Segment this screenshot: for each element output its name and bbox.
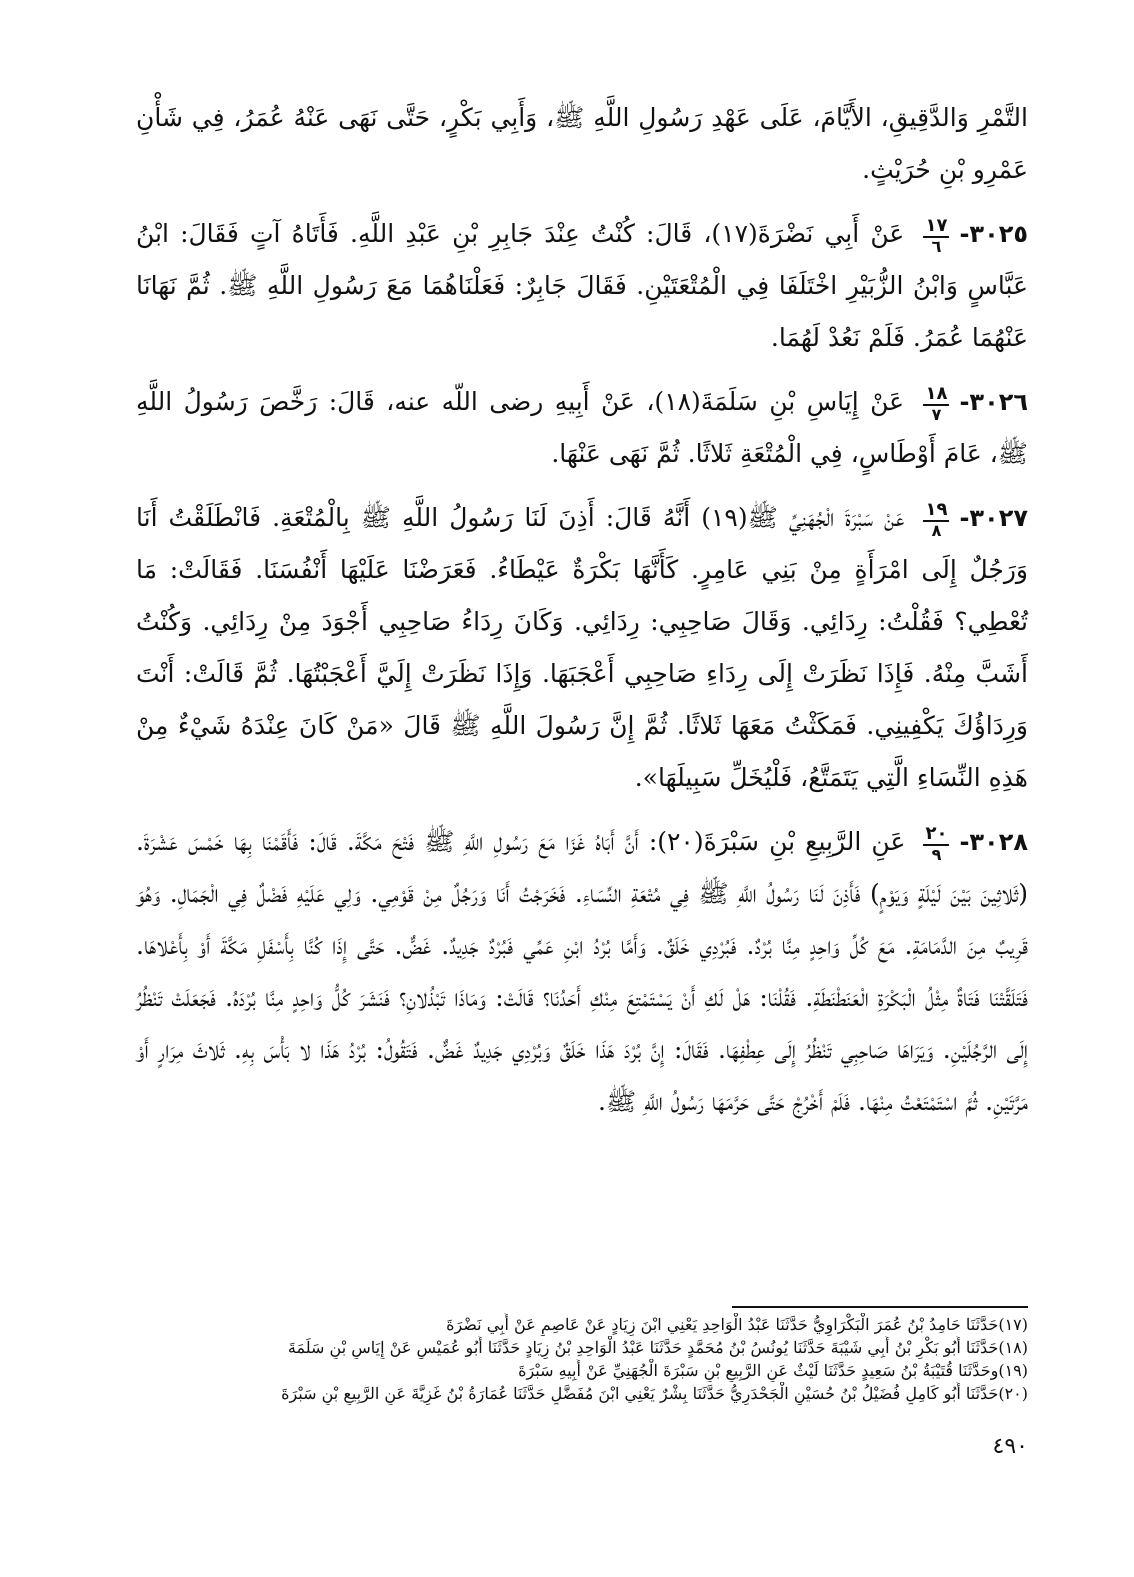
cross-reference-fraction bbox=[923, 214, 949, 256]
main-text bbox=[136, 92, 1028, 1140]
cross-reference-fraction bbox=[923, 822, 949, 864]
fraction-numerator: ١٧ bbox=[925, 214, 948, 236]
paragraph-continuation bbox=[136, 92, 1028, 196]
hadith-3027 bbox=[136, 492, 1028, 804]
hadith-3026 bbox=[136, 376, 1028, 480]
paragraph-text: التَّمْرِ وَالدَّقِيقِ، الأَيَّامَ، عَلَى عَهْدِ رَسُولِ اللَّهِ ﷺ، وَأَبِي بَكْرٍ، حَتَّى نَهَى عَنْهُ عُمَرُ، فِي شَأْنِ عَمْرِو بْنِ حُرَيْثٍ. bbox=[136, 103, 1028, 184]
footnote-18: (١٨)حَدَّثَنَا أَبُو بَكْرِ بْنُ أَبِي شَيْبَةَ حَدَّثَنَا يُونُسُ بْنُ مُحَمَّدٍ حَدَّثَنَا عَبْدُ الْوَاحِدِ بْنُ زِيَادٍ حَدَّثَنَا أَبُو عُمَيْسٍ عَنْ إِيَاسِ بْنِ سَلَمَةَ bbox=[287, 1338, 1028, 1357]
footnotes bbox=[136, 1313, 1028, 1405]
fraction-denominator: ٨ bbox=[931, 520, 942, 540]
cross-reference-fraction bbox=[923, 498, 949, 540]
paragraph-text: عَنْ سَبْرَةَ الْجُهَنِيِّ ﷺ(١٩) أَنَّهُ قَالَ: أَذِنَ لَنَا رَسُولُ اللَّهِ ﷺ بِالْمُتْعَةِ. فَانْطَلَقْتُ أَنَا وَرَجُلٌ إِلَى امْرَأَةٍ مِنْ بَنِي عَامِرٍ. كَأَنَّهَا بَكْرَةٌ عَيْطَاءُ. فَعَرَضْنَا عَلَيْهَا أَنْفُسَنَا. فَقَالَتْ: مَا تُعْطِي؟ فَقُلْتُ: رِدَائِي. وَقَالَ صَاحِبِي: رِدَائِي. وَكَانَ رِدَاءُ صَاحِبِي أَجْوَدَ مِنْ رِدَائِي. وَكُنْتُ أَشَبَّ مِنْهُ. فَإِذَا نَظَرَتْ إِلَى رِدَاءِ صَاحِبِي أَعْجَبَهَا. وَإِذَا نَظَرَتْ إِلَيَّ أَعْجَبْتُهَا. ثُمَّ قَالَتْ: أَنْتَ وَرِدَاؤُكَ يَكْفِينِي. فَمَكَثْتُ مَعَهَا ثَلاثًا. ثُمَّ إِنَّ رَسُولَ اللَّهِ ﷺ قَالَ «مَنْ كَانَ عِنْدَهُ شَيْءٌ مِنْ هَذِهِ النِّسَاءِ الَّتِي يَتَمَتَّعُ، فَلْيُخَلِّ سَبِيلَهَا». bbox=[136, 503, 1028, 792]
fraction-denominator: ٧ bbox=[931, 404, 942, 424]
footnote-17: (١٧)حَدَّثَنَا حَامِدُ بْنُ عُمَرَ الْبَكْرَاوِيُّ حَدَّثَنَا عَبْدُ الْوَاحِدِ يَعْنِي ابْنَ زِيَادٍ عَنْ عَاصِمٍ عَنْ أَبِي نَضْرَةَ bbox=[446, 1315, 1028, 1334]
paragraph-text: عَنْ أَبِي نَضْرَةَ(١٧)، قَالَ: كُنْتُ عِنْدَ جَابِرِ بْنِ عَبْدِ اللَّهِ. فَأَتَاهُ آتٍ فَقَالَ: ابْنُ عَبَّاسٍ وَابْنُ الزُّبَيْرِ اخْتَلَفَا فِي الْمُتْعَتَيْنِ. فَقَالَ جَابِرٌ: فَعَلْنَاهُمَا مَعَ رَسُولِ اللَّهِ ﷺ. ثُمَّ نَهَانَا عَنْهُمَا عُمَرُ. فَلَمْ نَعُدْ لَهُمَا. bbox=[136, 219, 1028, 352]
hadith-number: ٣٠٢٨- bbox=[959, 828, 1028, 856]
footnote-divider bbox=[732, 1306, 1028, 1308]
fraction-denominator: ٩ bbox=[931, 844, 942, 864]
footnote-19: (١٩)وحَدَّثَنَا قُتَيْبَةُ بْنُ سَعِيدٍ حَدَّثَنَا لَيْثٌ عَنِ الرَّبِيعِ بْنِ سَبْرَةَ الْجُهَنِيِّ عَنْ أَبِيهِ سَبْرَةَ bbox=[518, 1361, 1028, 1380]
hadith-number: ٣٠٢٦- bbox=[959, 388, 1029, 416]
cross-reference-fraction bbox=[923, 382, 949, 424]
fraction-numerator: ٢٠ bbox=[925, 822, 948, 844]
hadith-number: ٣٠٢٥- bbox=[959, 220, 1029, 248]
fraction-numerator: ١٨ bbox=[925, 382, 948, 404]
fraction-denominator: ٦ bbox=[931, 236, 942, 256]
footnote-20: (٢٠)حَدَّثَنَا أَبُو كَامِلٍ فُضَيْلُ بْنُ حُسَيْنٍ الْجَحْدَرِيُّ حَدَّثَنَا بِشْرٌ يَعْنِي ابْنَ مُفَضَّلٍ حَدَّثَنَا عُمَارَةُ بْنُ غَزِيَّةَ عَنِ الرَّبِيعِ بْنِ سَبْرَةَ bbox=[281, 1384, 1028, 1403]
hadith-3025 bbox=[136, 208, 1028, 364]
fraction-numerator: ١٩ bbox=[925, 498, 948, 520]
page-number: ٤٩٠ bbox=[992, 1434, 1028, 1459]
paragraph-text: عَنْ إِيَاسِ بْنِ سَلَمَةَ(١٨)، عَنْ أَبِيهِ رضى اللّه عنه، قَالَ: رَخَّصَ رَسُولُ اللَّهِ ﷺ، عَامَ أَوْطَاسٍ، فِي الْمُتْعَةِ ثَلاثًا. ثُمَّ نَهَى عَنْهَا. bbox=[136, 387, 1028, 468]
hadith-number: ٣٠٢٧- bbox=[959, 504, 1028, 532]
hadith-3028 bbox=[136, 816, 1028, 1128]
paragraph-text: عَنِ الرَّبِيعِ بْنِ سَبْرَةَ(٢٠): أَنَّ أَبَاهُ غَزَا مَعَ رَسُولِ اللَّهِ ﷺ فَتْحَ مَكَّةَ. قَالَ: فَأَقَمْنَا بِهَا خَمْسَ عَشْرَةَ. (ثَلاثِينَ بَيْنَ لَيْلَةٍ وَيَوْمٍ) فَأَذِنَ لَنَا رَسُولُ اللَّهِ ﷺ فِي مُتْعَةِ النِّسَاءِ. فَخَرَجْتُ أَنَا وَرَجُلٌ مِنْ قَوْمِي. وَلِي عَلَيْهِ فَضْلٌ فِي الْجَمَالِ. وَهُوَ قَرِيبٌ مِنَ الدَّمَامَةِ. مَعَ كُلِّ وَاحِدٍ مِنَّا بُرْدٌ. فَبُرْدِي خَلَقٌ. وَأَمَّا بُرْدُ ابْنِ عَمِّي فَبُرْدٌ جَدِيدٌ. غَضٌّ. حَتَّى إِذَا كُنَّا بِأَسْفَلِ مَكَّةَ أَوْ بِأَعْلاهَا. فَتَلَقَّتْنَا فَتَاةٌ مِثْلُ الْبَكْرَةِ الْعَنَطْنَطَةِ. فَقُلْنَا: هَلْ لَكِ أَنْ يَسْتَمْتِعَ مِنْكِ أَحَدُنَا؟ قَالَتْ: وَمَاذَا تَبْذُلانِ؟ فَنَشَرَ كُلُّ وَاحِدٍ مِنَّا بُرْدَهُ. فَجَعَلَتْ تَنْظُرُ إِلَى الرَّجُلَيْنِ. وَيَرَاهَا صَاحِبِي تَنْظُرُ إِلَى عِطْفِهَا. فَقَالَ: إِنَّ بُرْدَ هَذَا خَلَقٌ وَبُرْدِي جَدِيدٌ غَضٌّ. فَتَقُولُ: بُرْدُ هَذَا لا بَأْسَ بِهِ. ثَلاثَ مِرَارٍ أَوْ مَرَّتَيْنِ. ثُمَّ اسْتَمْتَعْتُ مِنْهَا. فَلَمْ أَخْرُجْ حَتَّى حَرَّمَهَا رَسُولُ اللَّهِ ﷺ. bbox=[136, 827, 1028, 1116]
